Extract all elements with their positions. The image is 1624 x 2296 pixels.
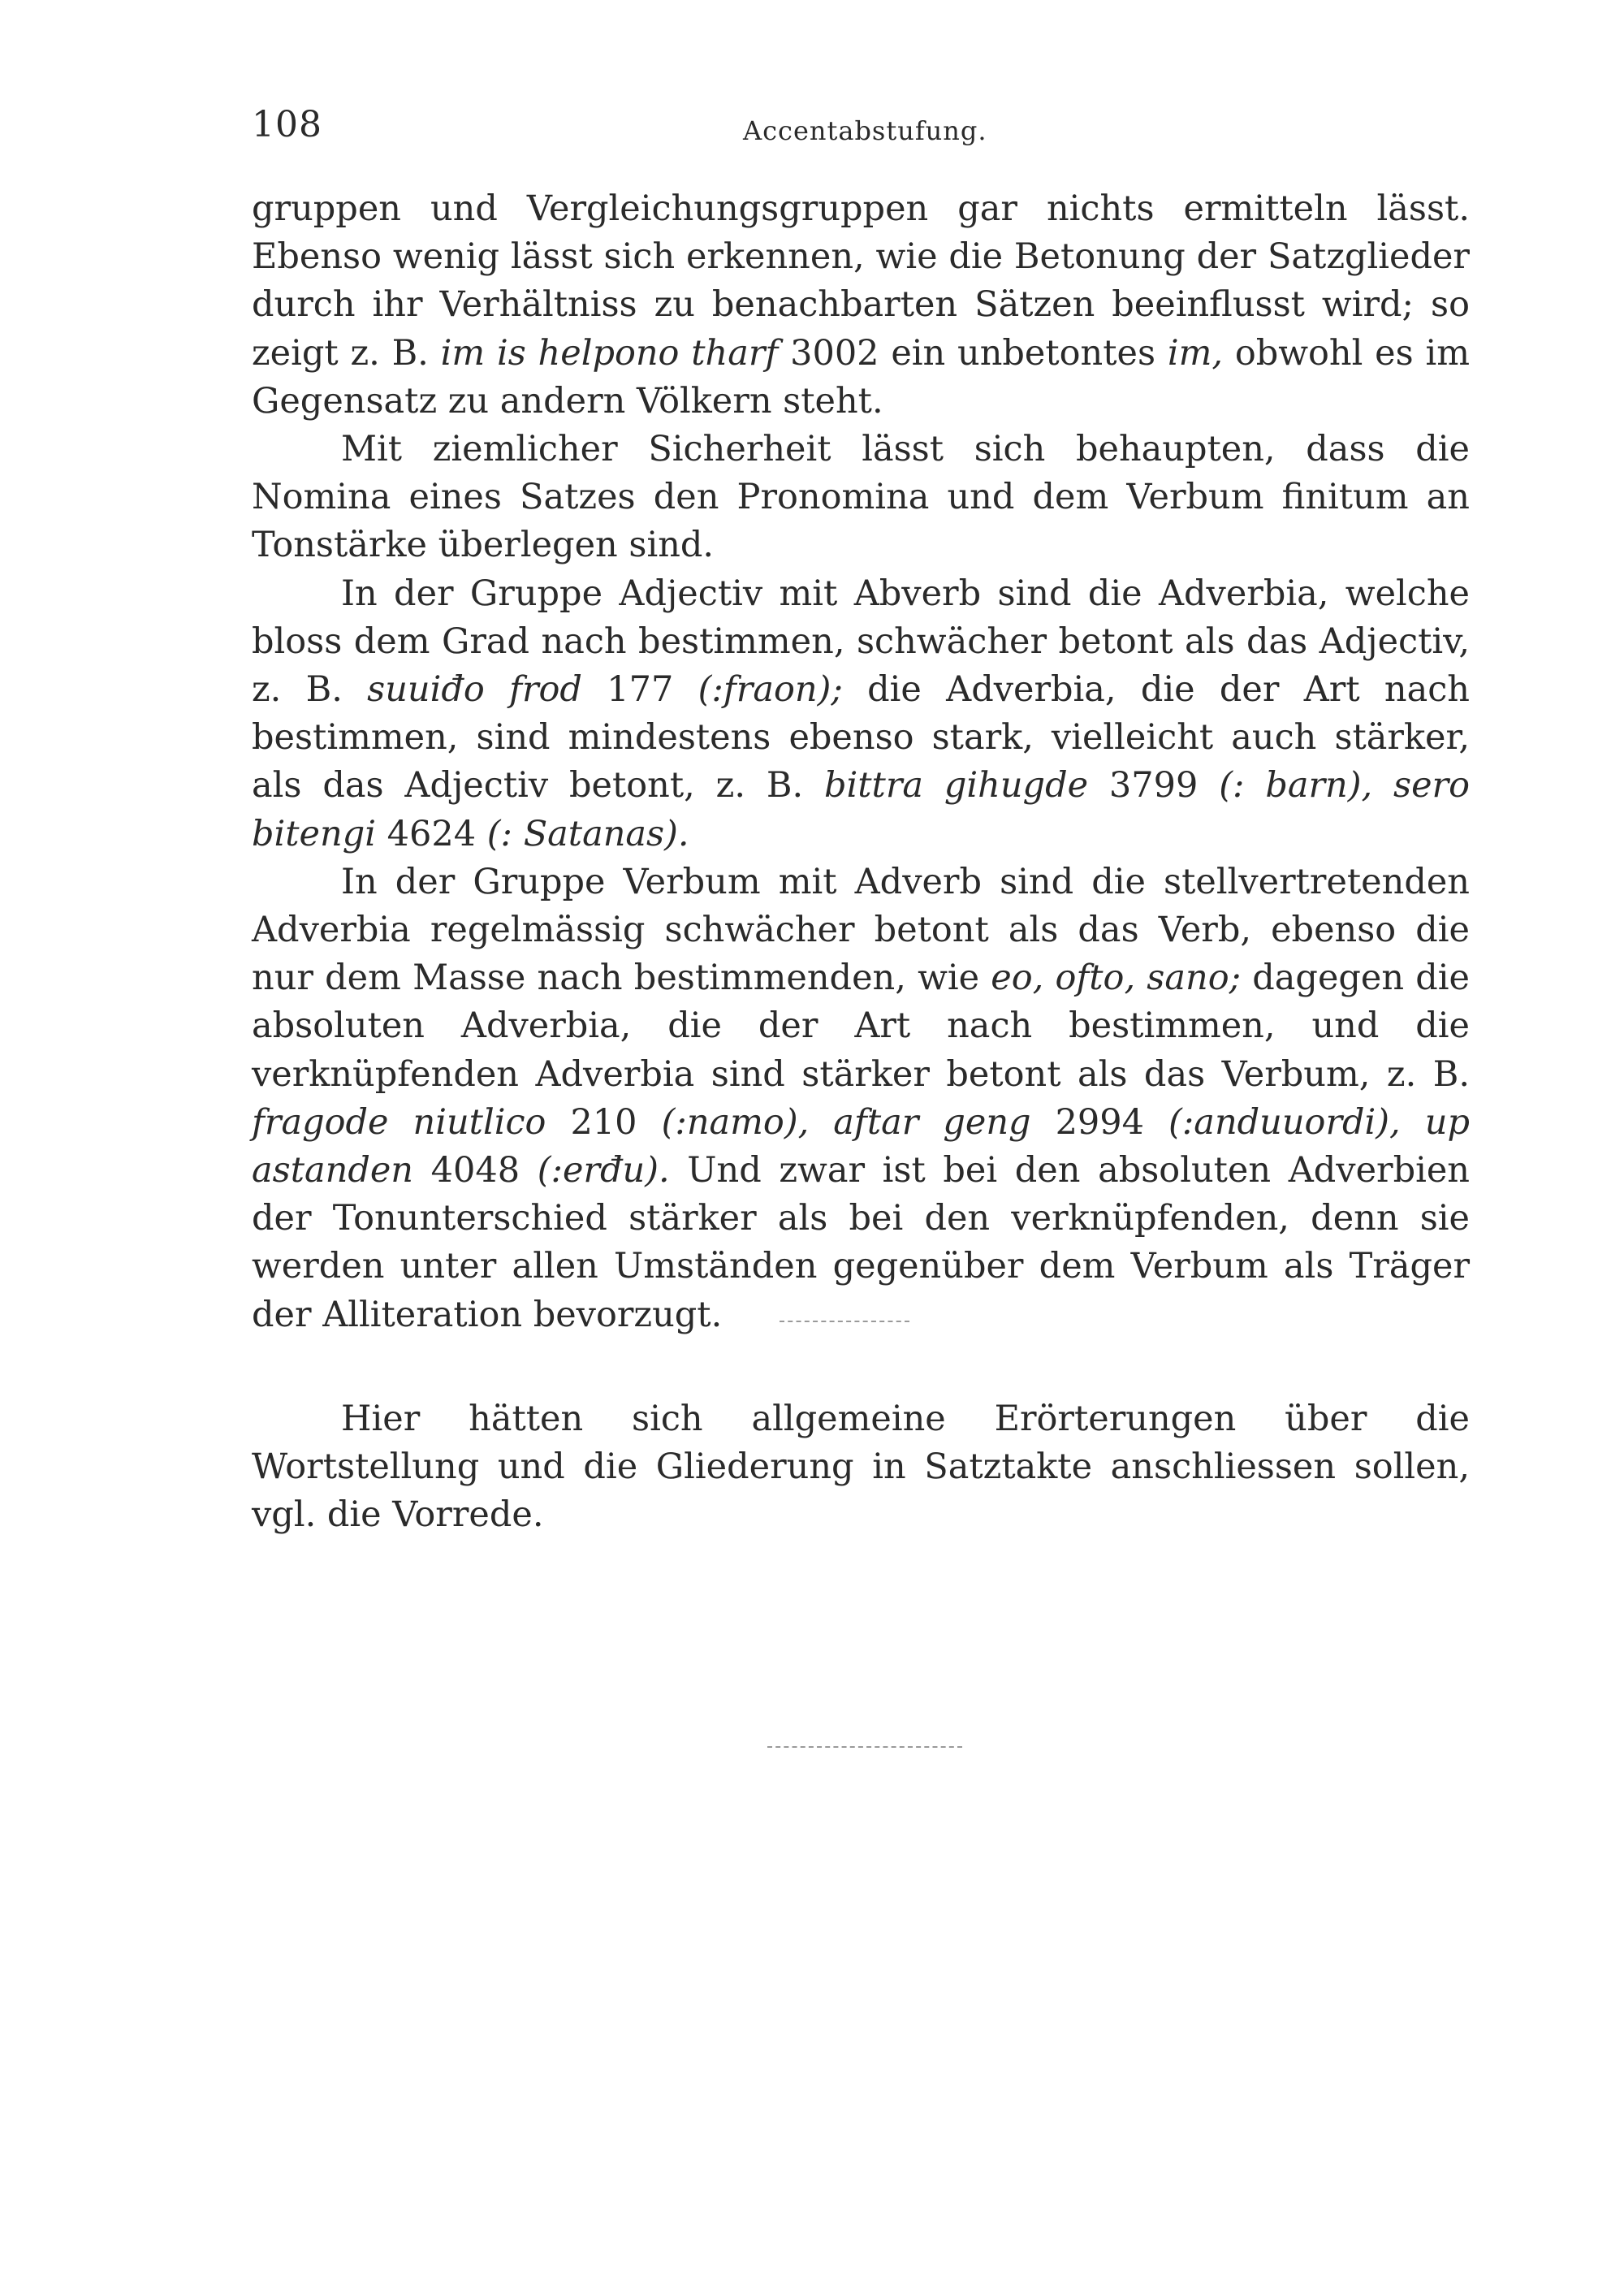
end-divider [767, 1746, 962, 1748]
paragraph-3 [252, 570, 1470, 858]
paragraph-2 [252, 426, 1470, 570]
italic-citation: suuiđo frod [367, 669, 582, 711]
italic-citation: (: barn), sero bitengi [252, 765, 1470, 854]
body-text [252, 185, 1470, 1339]
italic-citation: fragode niutlico [252, 1101, 546, 1143]
paragraph-1 [252, 185, 1470, 426]
italic-citation: (:erđu). [537, 1150, 670, 1191]
text-run: 3799 [1088, 765, 1220, 806]
text-run: In der Gruppe Verbum mit Adverb sind die stellvertretenden Adverbia regelmässig schwächer betont als das Verb, ebenso die nur dem Masse nach bestimmenden, wie [252, 861, 1470, 999]
section-divider [780, 1321, 909, 1322]
text-run: 4624 [375, 813, 487, 854]
text-run: gruppen und Vergleichungsgruppen gar nichts ermitteln lässt. Ebenso wenig lässt sich erkennen, wie die Betonung der Satzglieder durch ihr Verhältniss zu benachbarten Sätzen beeinflusst wird; so zeigt z. B. [252, 188, 1470, 374]
text-run: 4048 [412, 1150, 538, 1191]
text-run: In der Gruppe Adjectiv mit Abverb sind die Adverbia, welche bloss dem Grad nach bestimmen, schwächer betont als das Adjectiv, z. B. [252, 573, 1470, 711]
italic-citation: (:fraon); [698, 669, 843, 711]
text-run: 2994 [1030, 1101, 1169, 1143]
italic-citation: (:namo), aftar geng [661, 1101, 1031, 1143]
italic-citation: (:anduuordi), up astanden [252, 1101, 1470, 1191]
page-number: 108 [252, 104, 322, 145]
italic-citation: im is helpono tharf [440, 332, 779, 374]
italic-citation: eo, ofto, sano; [991, 958, 1242, 999]
italic-citation: (: Satanas). [486, 813, 689, 854]
italic-citation: im, [1167, 332, 1224, 374]
page-header [252, 104, 1470, 153]
text-run: obwohl es im Gegensatz zu andern Völkern steht. [252, 332, 1470, 422]
text-run: die Adverbia, die der Art nach bestimmen, sind mindestens ebenso stark, vielleicht auch stärker, als das Adjectiv betont, z. B. [252, 669, 1470, 806]
text-run: 210 [546, 1101, 662, 1143]
text-run: Mit ziemlicher Sicherheit lässt sich behaupten, dass die Nomina eines Satzes den Pronomina und dem Verbum finitum an Tonstärke überlegen sind. [252, 429, 1470, 566]
paragraph-4 [252, 858, 1470, 1339]
text-run: Und zwar ist bei den absoluten Adverbien der Tonunterschied stärker als bei den verknüpfenden, denn sie werden unter allen Umständen gegenüber dem Verbum als Träger der Alliteration bevorzugt. [252, 1150, 1470, 1335]
text-run: dagegen die absoluten Adverbia, die der Art nach bestimmen, und die verknüpfenden Adverbia sind stärker betont als das Verbum, z. B. [252, 958, 1470, 1095]
text-run: 177 [581, 669, 698, 711]
running-head: Accentabstufung. [743, 115, 987, 146]
text-run: 3002 ein unbetontes [778, 332, 1168, 374]
closing-paragraph: Hier hätten sich allgemeine Erörterungen über die Wortstellung und die Gliederung in Satztakte anschliessen sollen, vgl. die Vorrede. [252, 1399, 1470, 1536]
italic-citation: bittra gihugde [823, 765, 1089, 806]
